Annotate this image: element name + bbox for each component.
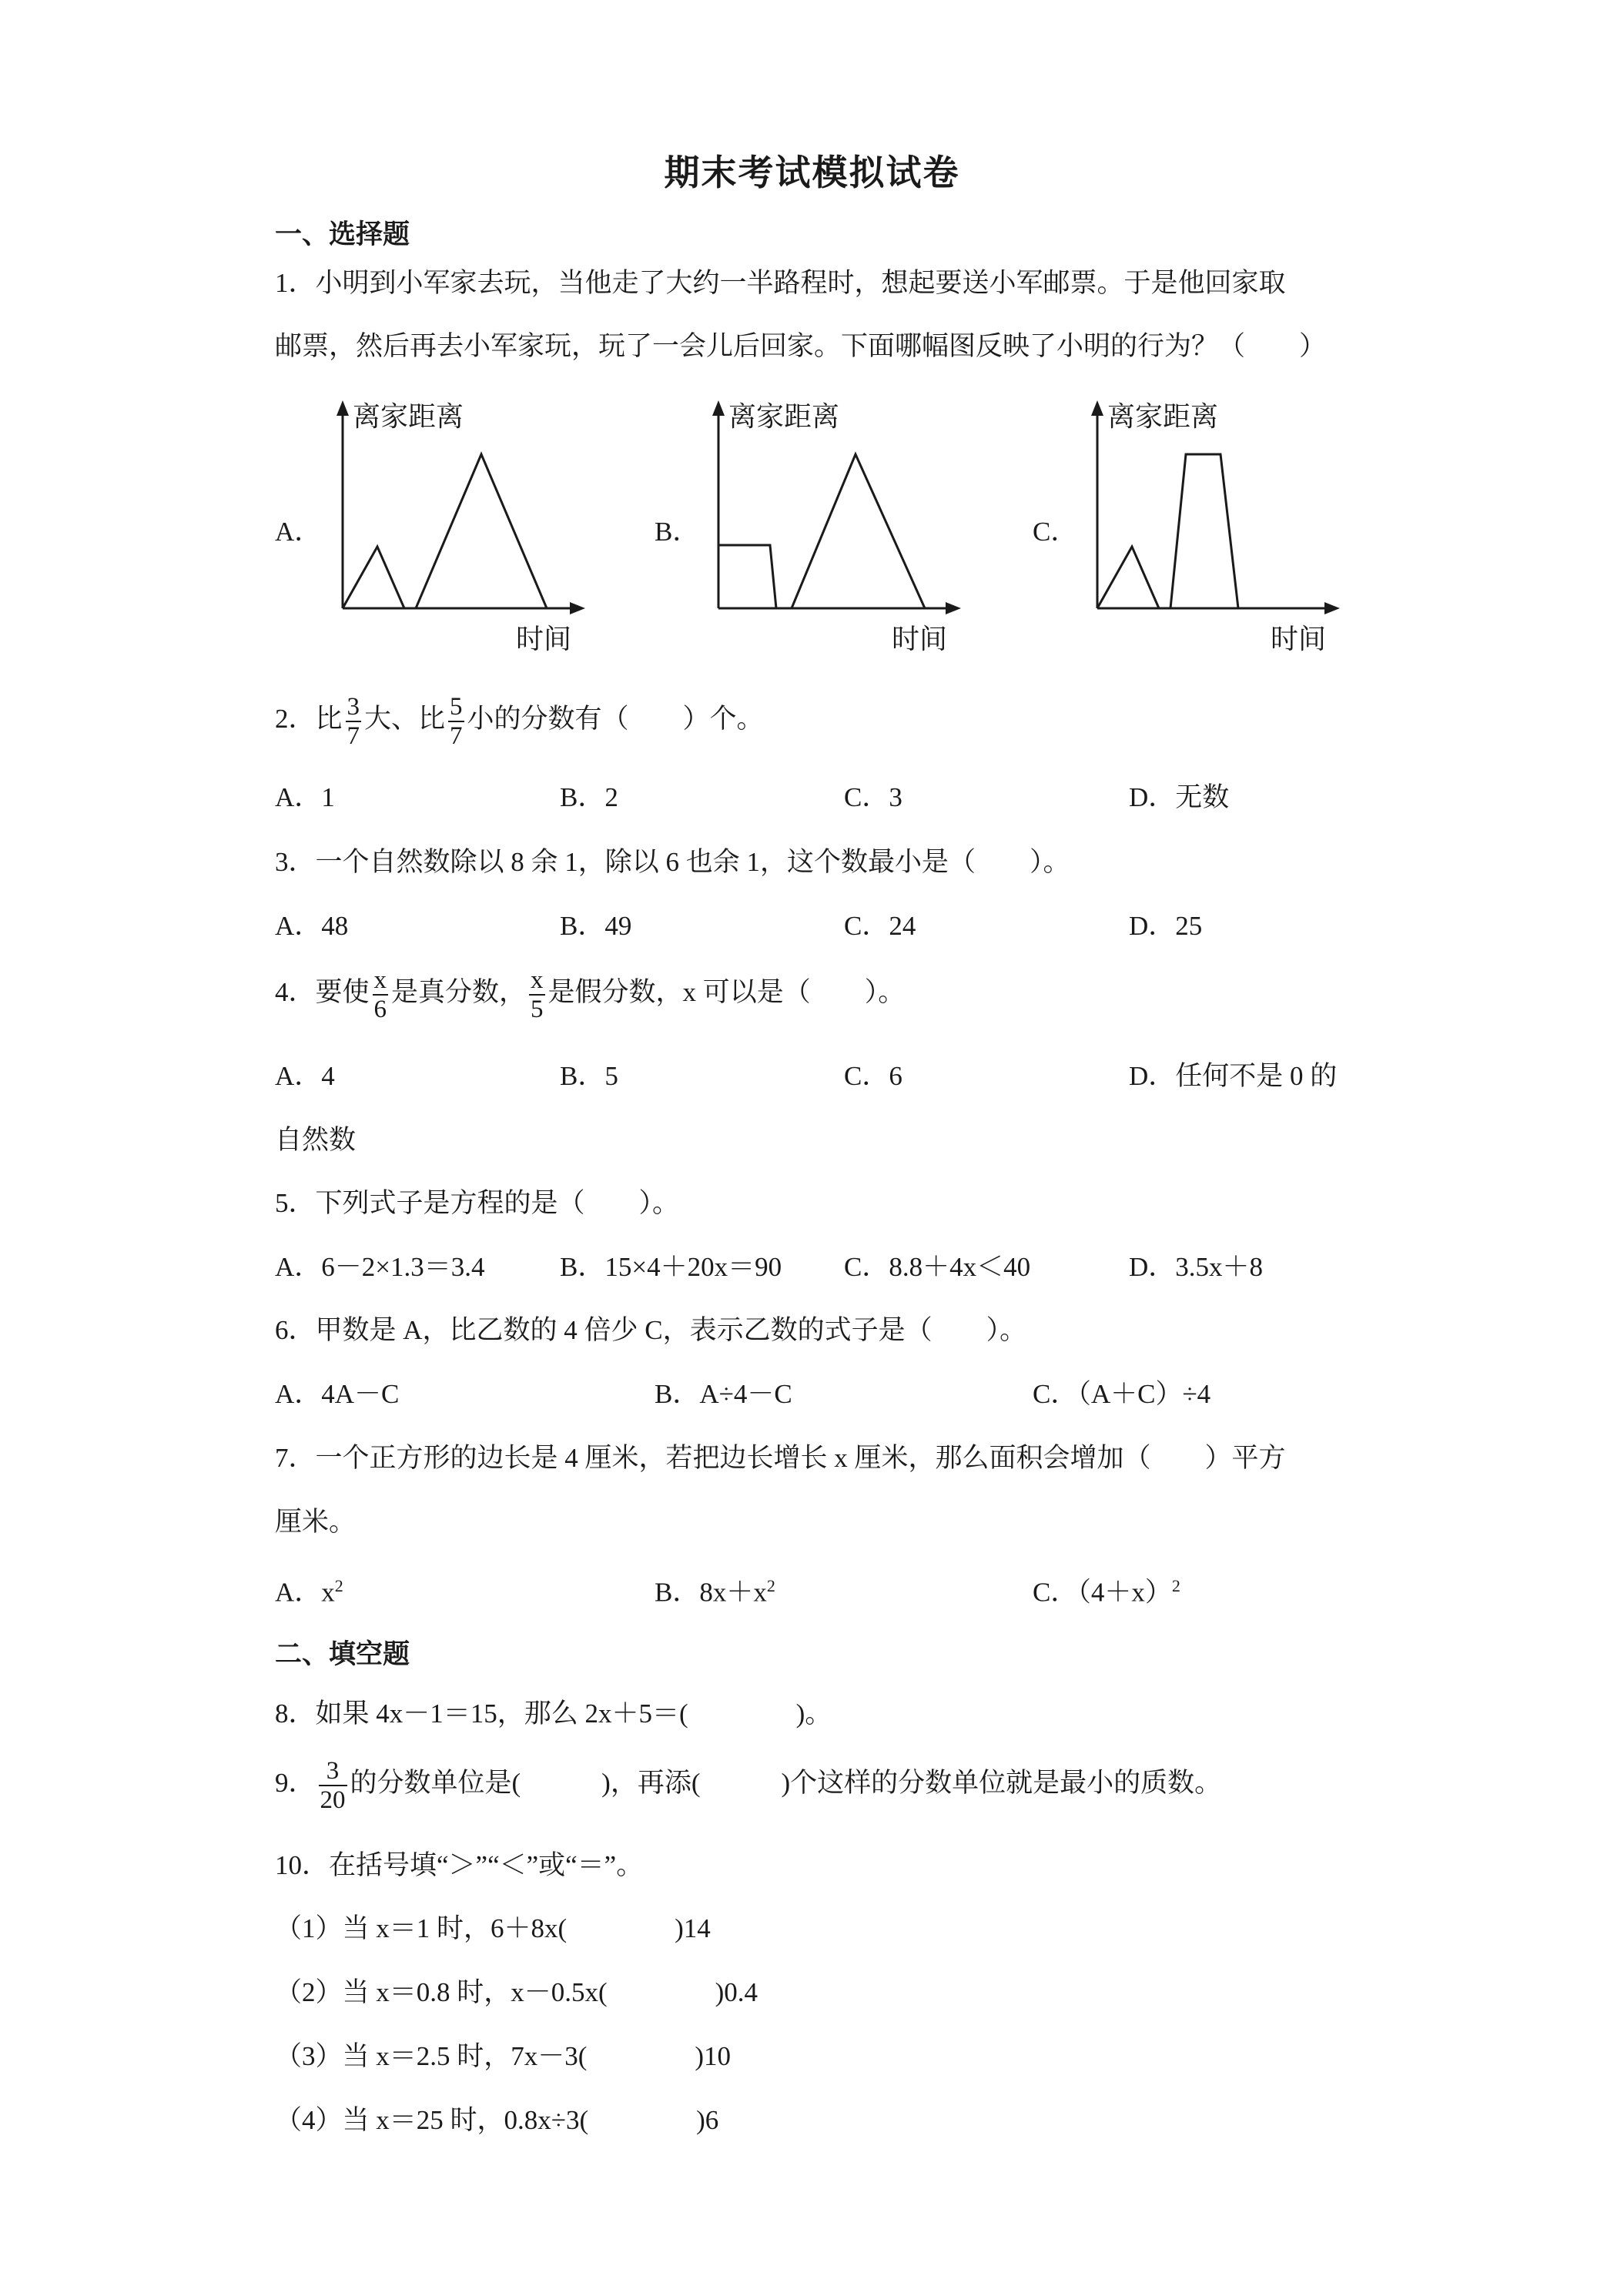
q1-option-a-label: A． <box>275 517 322 547</box>
q4-question: 4．要使 $\frac{x}{6}$ 是真分数， $\frac{x}{5}$ 是假分数，x 可以是（ ）。 <box>275 966 906 1023</box>
q10-item-2: （2）当 x＝0.8 时，x－0.5x( )0.4 <box>275 1977 758 2007</box>
q3-question: 3．一个自然数除以 8 余 1，除以 6 也余 1，这个数最小是（ ）。 <box>275 847 1070 877</box>
q1-option-b-label: B． <box>655 517 700 547</box>
q10-item-1: （1）当 x＝1 时，6＋8x( )14 <box>275 1913 711 1943</box>
fraction: $\frac{5}{7}$ <box>450 693 463 750</box>
q7-option-c[interactable]: C．$(4+x)^2$ <box>1033 1576 1180 1608</box>
q4-option-c[interactable]: C．6 <box>844 1061 902 1091</box>
q3-option-a[interactable]: A．48 <box>275 911 349 941</box>
q4-option-b[interactable]: B．5 <box>560 1061 618 1091</box>
section-heading-fill: 二、填空题 <box>275 1639 410 1669</box>
q6-question: 6．甲数是 A，比乙数的 4 倍少 C，表示乙数的式子是（ ）。 <box>275 1315 1027 1345</box>
fraction: $\frac{3}{7}$ <box>347 693 360 750</box>
graph-c-trapezoid <box>1170 454 1238 608</box>
graph-b-plateau <box>718 545 776 608</box>
q6-option-a[interactable]: A．4A－C <box>275 1379 400 1409</box>
y-axis-arrow <box>337 400 349 416</box>
q6-option-b[interactable]: B．A÷4－C <box>655 1379 792 1409</box>
q5-option-d[interactable]: D．3.5x＋8 <box>1129 1252 1264 1282</box>
x-axis-arrow <box>946 602 961 614</box>
q2-option-b[interactable]: B．2 <box>560 782 618 812</box>
fraction: $\frac{3}{20}$ <box>320 1757 346 1814</box>
y-axis-label: 离家距离 <box>728 401 840 433</box>
q5-option-a[interactable]: A．6－2×1.3＝3.4 <box>275 1252 485 1282</box>
x-axis-arrow <box>570 602 585 614</box>
q1-graph-c <box>1078 393 1355 662</box>
q1-graph-b <box>699 393 976 662</box>
x-axis-label: 时间 <box>516 624 572 655</box>
q7-option-b[interactable]: B．$8x+x^2$ <box>655 1576 775 1608</box>
graph-c-small-peak <box>1097 547 1159 608</box>
q2-option-c[interactable]: C．3 <box>844 782 902 812</box>
x-axis-label: 时间 <box>1271 624 1327 655</box>
graph-b-large-peak <box>792 454 925 608</box>
q5-option-b[interactable]: B．15×4＋20x＝90 <box>560 1252 782 1282</box>
q10-item-3: （3）当 x＝2.5 时，7x－3( )10 <box>275 2041 732 2071</box>
q3-option-c[interactable]: C．24 <box>844 911 916 941</box>
section-heading-choice: 一、选择题 <box>275 219 410 249</box>
page-title: 期末考试模拟试卷 <box>664 153 960 192</box>
q7-line2: 厘米。 <box>275 1507 357 1537</box>
q3-option-b[interactable]: B．49 <box>560 911 632 941</box>
q9-question: 9． $\frac{3}{20}$ 的分数单位是( )，再添( )个这样的分数单位就是最小的质数。 <box>275 1757 1222 1814</box>
graph-a-small-peak <box>343 547 404 608</box>
y-axis-label: 离家距离 <box>1107 401 1219 433</box>
q1-option-c-label: C． <box>1033 517 1078 547</box>
q5-question: 5．下列式子是方程的是（ ）。 <box>275 1188 680 1218</box>
q6-option-c[interactable]: C．（A＋C）÷4 <box>1033 1379 1211 1409</box>
q1-graph-a <box>323 393 601 662</box>
q10-question: 10．在括号填“＞”“＜”或“＝”。 <box>275 1850 644 1880</box>
q1-line2: 邮票，然后再去小军家玩，玩了一会儿后回家。下面哪幅图反映了小明的行为？（ ） <box>275 331 1327 361</box>
q4-option-a[interactable]: A．4 <box>275 1061 335 1091</box>
q1-line1: 1．小明到小军家去玩，当他走了大约一半路程时，想起要送小军邮票。于是他回家取 <box>275 268 1286 298</box>
q2-question: 2．比 $\frac{3}{7}$ 大、比 $\frac{5}{7}$ 小的分数有（ ）个。 <box>275 693 764 750</box>
q3-option-d[interactable]: D．25 <box>1129 911 1203 941</box>
q2-option-d[interactable]: D．无数 <box>1129 782 1230 812</box>
q5-option-c[interactable]: C．8.8＋4x＜40 <box>844 1252 1031 1282</box>
graph-a-large-peak <box>416 454 547 608</box>
q4-option-d[interactable]: D．任何不是 0 的 <box>1129 1061 1338 1091</box>
y-axis-label: 离家距离 <box>353 401 464 433</box>
fraction: $\frac{x}{5}$ <box>531 966 544 1023</box>
q7-option-a[interactable]: A．$x^2$ <box>275 1576 343 1608</box>
x-axis-arrow <box>1324 602 1340 614</box>
q4-option-d-continued: 自然数 <box>275 1125 357 1155</box>
x-axis-label: 时间 <box>892 624 948 655</box>
q10-item-4: （4）当 x＝25 时，0.8x÷3( )6 <box>275 2105 719 2135</box>
q7-line1: 7．一个正方形的边长是 4 厘米，若把边长增长 x 厘米，那么面积会增加（ ）平方 <box>275 1443 1286 1473</box>
y-axis-arrow <box>1091 400 1103 416</box>
fraction: $\frac{x}{6}$ <box>373 966 387 1023</box>
y-axis-arrow <box>712 400 725 416</box>
q8-question: 8．如果 4x－1＝15，那么 2x＋5＝( )。 <box>275 1699 832 1729</box>
q2-option-a[interactable]: A．1 <box>275 782 335 812</box>
